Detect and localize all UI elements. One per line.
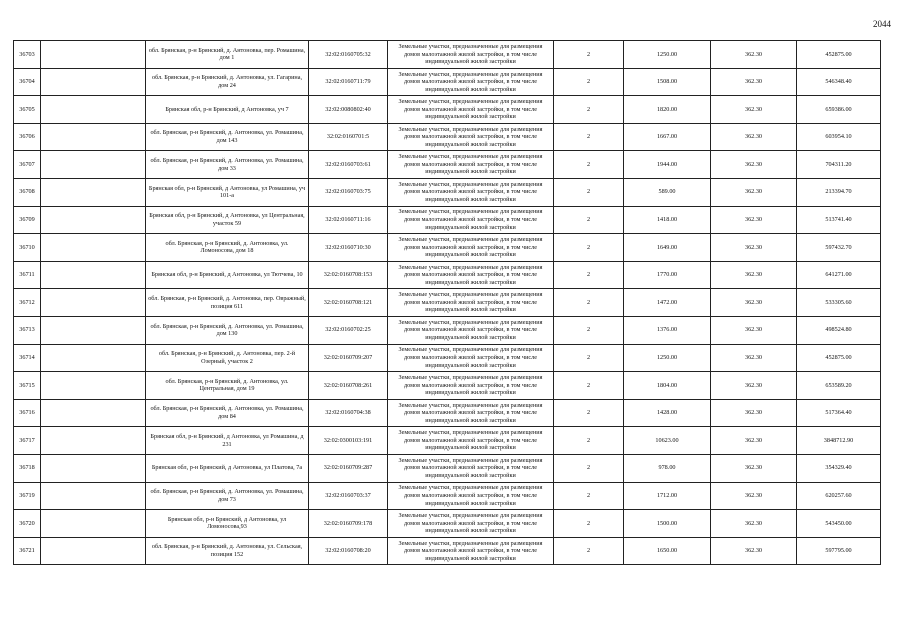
spacer-cell bbox=[41, 316, 146, 344]
cadastral-value-cell: 533305.60 bbox=[797, 289, 881, 317]
group-cell: 2 bbox=[554, 289, 624, 317]
table-row bbox=[14, 123, 881, 151]
group-cell: 2 bbox=[554, 261, 624, 289]
land-use-cell: Земельные участки, предназначенные для размещения домов малоэтажной жилой застройки, в том числе индивидуальной жилой застройки bbox=[388, 178, 554, 206]
table-row bbox=[14, 41, 881, 69]
cadastral-value-cell: 641271.00 bbox=[797, 261, 881, 289]
row-number-cell: 36712 bbox=[14, 289, 41, 317]
area-cell: 1820.00 bbox=[624, 96, 711, 124]
group-cell: 2 bbox=[554, 372, 624, 400]
address-cell: Брянская обл, р-н Брянский, д Антоновка, ул Центральная, участок 59 bbox=[146, 206, 309, 234]
row-number-cell: 36713 bbox=[14, 316, 41, 344]
table-row bbox=[14, 96, 881, 124]
cadastral-value-cell: 354329.40 bbox=[797, 454, 881, 482]
spacer-cell bbox=[41, 41, 146, 69]
land-use-cell: Земельные участки, предназначенные для размещения домов малоэтажной жилой застройки, в том числе индивидуальной жилой застройки bbox=[388, 151, 554, 179]
table-row bbox=[14, 261, 881, 289]
cadastral-number-cell: 32:02:0300103:191 bbox=[309, 427, 388, 455]
spacer-cell bbox=[41, 372, 146, 400]
specific-value-cell: 362.30 bbox=[711, 178, 797, 206]
address-cell: обл. Брянская, р-н Брянский, д. Антоновка, ул. Центральная, дом 19 bbox=[146, 372, 309, 400]
spacer-cell bbox=[41, 537, 146, 565]
address-cell: Брянская обл, р-н Брянский, д Антоновка, ул Ромашина, д 231 bbox=[146, 427, 309, 455]
cadastral-number-cell: 32:02:0160710:30 bbox=[309, 234, 388, 262]
group-cell: 2 bbox=[554, 123, 624, 151]
cadastral-value-cell: 513741.40 bbox=[797, 206, 881, 234]
cadastral-number-cell: 32:02:0160708:261 bbox=[309, 372, 388, 400]
specific-value-cell: 362.30 bbox=[711, 261, 797, 289]
address-cell: обл. Брянская, р-н Брянский, д. Антоновка, ул. Гагарина, дом 24 bbox=[146, 68, 309, 96]
specific-value-cell: 362.30 bbox=[711, 482, 797, 510]
table-row bbox=[14, 427, 881, 455]
cadastral-number-cell: 32:02:0160705:32 bbox=[309, 41, 388, 69]
address-cell: обл. Брянская, р-н Брянский, д. Антоновка, ул. Ромашина, дом 84 bbox=[146, 399, 309, 427]
group-cell: 2 bbox=[554, 510, 624, 538]
area-cell: 1428.00 bbox=[624, 399, 711, 427]
specific-value-cell: 362.30 bbox=[711, 372, 797, 400]
group-cell: 2 bbox=[554, 537, 624, 565]
spacer-cell bbox=[41, 68, 146, 96]
table-row bbox=[14, 178, 881, 206]
group-cell: 2 bbox=[554, 454, 624, 482]
cadastral-number-cell: 32:02:0160708:121 bbox=[309, 289, 388, 317]
land-use-cell: Земельные участки, предназначенные для размещения домов малоэтажной жилой застройки, в том числе индивидуальной жилой застройки bbox=[388, 454, 554, 482]
group-cell: 2 bbox=[554, 41, 624, 69]
cadastral-value-cell: 517364.40 bbox=[797, 399, 881, 427]
cadastral-value-cell: 620257.60 bbox=[797, 482, 881, 510]
land-use-cell: Земельные участки, предназначенные для размещения домов малоэтажной жилой застройки, в том числе индивидуальной жилой застройки bbox=[388, 372, 554, 400]
area-cell: 1472.00 bbox=[624, 289, 711, 317]
spacer-cell bbox=[41, 427, 146, 455]
specific-value-cell: 362.30 bbox=[711, 151, 797, 179]
area-cell: 1667.00 bbox=[624, 123, 711, 151]
spacer-cell bbox=[41, 454, 146, 482]
row-number-cell: 36703 bbox=[14, 41, 41, 69]
area-cell: 589.00 bbox=[624, 178, 711, 206]
land-use-cell: Земельные участки, предназначенные для размещения домов малоэтажной жилой застройки, в том числе индивидуальной жилой застройки bbox=[388, 206, 554, 234]
land-use-cell: Земельные участки, предназначенные для размещения домов малоэтажной жилой застройки, в том числе индивидуальной жилой застройки bbox=[388, 537, 554, 565]
area-cell: 10623.00 bbox=[624, 427, 711, 455]
spacer-cell bbox=[41, 96, 146, 124]
address-cell: обл. Брянская, р-н Брянский, д. Антоновка, пер. Ромашина, дом 1 bbox=[146, 41, 309, 69]
group-cell: 2 bbox=[554, 68, 624, 96]
specific-value-cell: 362.30 bbox=[711, 123, 797, 151]
specific-value-cell: 362.30 bbox=[711, 206, 797, 234]
cadastral-number-cell: 32:02:0160708:20 bbox=[309, 537, 388, 565]
address-cell: Брянская обл, р-н Брянский, д Антоновка, ул Ломоносова,93 bbox=[146, 510, 309, 538]
specific-value-cell: 362.30 bbox=[711, 68, 797, 96]
cadastral-number-cell: 32:02:0160711:79 bbox=[309, 68, 388, 96]
cadastral-value-table bbox=[13, 40, 881, 565]
address-cell: обл. Брянская, р-н Брянский, д. Антоновка, ул. Ромашина, дом 130 bbox=[146, 316, 309, 344]
group-cell: 2 bbox=[554, 427, 624, 455]
spacer-cell bbox=[41, 510, 146, 538]
land-use-cell: Земельные участки, предназначенные для размещения домов малоэтажной жилой застройки, в том числе индивидуальной жилой застройки bbox=[388, 399, 554, 427]
cadastral-number-cell: 32:02:0160711:16 bbox=[309, 206, 388, 234]
row-number-cell: 36718 bbox=[14, 454, 41, 482]
row-number-cell: 36710 bbox=[14, 234, 41, 262]
row-number-cell: 36714 bbox=[14, 344, 41, 372]
area-cell: 1804.00 bbox=[624, 372, 711, 400]
cadastral-number-cell: 32:02:0160708:153 bbox=[309, 261, 388, 289]
address-cell: Брянская обл, р-н Брянский, д Антоновка, ул Тютчева, 10 bbox=[146, 261, 309, 289]
specific-value-cell: 362.30 bbox=[711, 537, 797, 565]
land-use-cell: Земельные участки, предназначенные для размещения домов малоэтажной жилой застройки, в том числе индивидуальной жилой застройки bbox=[388, 344, 554, 372]
address-cell: обл. Брянская, р-н Брянский, д. Антоновка, ул. Сельская, позиция 152 bbox=[146, 537, 309, 565]
land-use-cell: Земельные участки, предназначенные для размещения домов малоэтажной жилой застройки, в том числе индивидуальной жилой застройки bbox=[388, 68, 554, 96]
cadastral-number-cell: 32:02:0160709:287 bbox=[309, 454, 388, 482]
group-cell: 2 bbox=[554, 96, 624, 124]
table-row bbox=[14, 482, 881, 510]
specific-value-cell: 362.30 bbox=[711, 454, 797, 482]
area-cell: 1649.00 bbox=[624, 234, 711, 262]
area-cell: 1770.00 bbox=[624, 261, 711, 289]
row-number-cell: 36711 bbox=[14, 261, 41, 289]
address-cell: Брянская обл, р-н Брянский, д Антоновка, уч 7 bbox=[146, 96, 309, 124]
specific-value-cell: 362.30 bbox=[711, 234, 797, 262]
table-row bbox=[14, 372, 881, 400]
row-number-cell: 36719 bbox=[14, 482, 41, 510]
table-row bbox=[14, 399, 881, 427]
land-use-cell: Земельные участки, предназначенные для размещения домов малоэтажной жилой застройки, в том числе индивидуальной жилой застройки bbox=[388, 482, 554, 510]
area-cell: 1250.00 bbox=[624, 344, 711, 372]
table-row bbox=[14, 344, 881, 372]
area-cell: 978.00 bbox=[624, 454, 711, 482]
spacer-cell bbox=[41, 234, 146, 262]
area-cell: 1376.00 bbox=[624, 316, 711, 344]
row-number-cell: 36709 bbox=[14, 206, 41, 234]
address-cell: обл. Брянская, р-н Брянский, д. Антоновка, ул. Ромашина, дом 33 bbox=[146, 151, 309, 179]
specific-value-cell: 362.30 bbox=[711, 96, 797, 124]
row-number-cell: 36721 bbox=[14, 537, 41, 565]
table-body bbox=[14, 41, 881, 565]
table-row bbox=[14, 454, 881, 482]
group-cell: 2 bbox=[554, 482, 624, 510]
land-use-cell: Земельные участки, предназначенные для размещения домов малоэтажной жилой застройки, в том числе индивидуальной жилой застройки bbox=[388, 96, 554, 124]
row-number-cell: 36720 bbox=[14, 510, 41, 538]
spacer-cell bbox=[41, 123, 146, 151]
row-number-cell: 36707 bbox=[14, 151, 41, 179]
table-row bbox=[14, 289, 881, 317]
land-use-cell: Земельные участки, предназначенные для размещения домов малоэтажной жилой застройки, в том числе индивидуальной жилой застройки bbox=[388, 427, 554, 455]
land-use-cell: Земельные участки, предназначенные для размещения домов малоэтажной жилой застройки, в том числе индивидуальной жилой застройки bbox=[388, 289, 554, 317]
row-number-cell: 36716 bbox=[14, 399, 41, 427]
area-cell: 1418.00 bbox=[624, 206, 711, 234]
specific-value-cell: 362.30 bbox=[711, 289, 797, 317]
specific-value-cell: 362.30 bbox=[711, 427, 797, 455]
table-row bbox=[14, 537, 881, 565]
table-row bbox=[14, 510, 881, 538]
cadastral-value-cell: 704311.20 bbox=[797, 151, 881, 179]
cadastral-value-cell: 546348.40 bbox=[797, 68, 881, 96]
address-cell: Брянская обл, р-н Брянский, д Антоновка, ул Ромашина, уч 101-а bbox=[146, 178, 309, 206]
address-cell: обл. Брянская, р-н Брянский, д. Антоновка, ул. Ромашина, дом 73 bbox=[146, 482, 309, 510]
cadastral-number-cell: 32:02:0160701:5 bbox=[309, 123, 388, 151]
specific-value-cell: 362.30 bbox=[711, 41, 797, 69]
cadastral-value-cell: 498524.80 bbox=[797, 316, 881, 344]
cadastral-value-cell: 597795.00 bbox=[797, 537, 881, 565]
cadastral-number-cell: 32:02:0160709:178 bbox=[309, 510, 388, 538]
address-cell: обл. Брянская, р-н Брянский, д. Антоновка, ул. Ромашина, дом 143 bbox=[146, 123, 309, 151]
row-number-cell: 36708 bbox=[14, 178, 41, 206]
spacer-cell bbox=[41, 261, 146, 289]
cadastral-value-cell: 213394.70 bbox=[797, 178, 881, 206]
cadastral-number-cell: 32:02:0080802:40 bbox=[309, 96, 388, 124]
group-cell: 2 bbox=[554, 178, 624, 206]
land-use-cell: Земельные участки, предназначенные для размещения домов малоэтажной жилой застройки, в том числе индивидуальной жилой застройки bbox=[388, 510, 554, 538]
spacer-cell bbox=[41, 399, 146, 427]
table-row bbox=[14, 68, 881, 96]
cadastral-value-cell: 597432.70 bbox=[797, 234, 881, 262]
cadastral-number-cell: 32:02:0160702:25 bbox=[309, 316, 388, 344]
spacer-cell bbox=[41, 178, 146, 206]
area-cell: 1500.00 bbox=[624, 510, 711, 538]
table-row bbox=[14, 151, 881, 179]
group-cell: 2 bbox=[554, 344, 624, 372]
cadastral-value-cell: 452875.00 bbox=[797, 344, 881, 372]
land-use-cell: Земельные участки, предназначенные для размещения домов малоэтажной жилой застройки, в том числе индивидуальной жилой застройки bbox=[388, 234, 554, 262]
spacer-cell bbox=[41, 151, 146, 179]
table-row bbox=[14, 234, 881, 262]
address-cell: Брянская обл, р-н Брянский, д Антоновка, ул Платова, 7а bbox=[146, 454, 309, 482]
row-number-cell: 36704 bbox=[14, 68, 41, 96]
address-cell: обл. Брянская, р-н Брянский, д. Антоновка, пер. Овражный, позиция 611 bbox=[146, 289, 309, 317]
row-number-cell: 36717 bbox=[14, 427, 41, 455]
land-use-cell: Земельные участки, предназначенные для размещения домов малоэтажной жилой застройки, в том числе индивидуальной жилой застройки bbox=[388, 123, 554, 151]
cadastral-value-cell: 603954.10 bbox=[797, 123, 881, 151]
row-number-cell: 36706 bbox=[14, 123, 41, 151]
land-use-cell: Земельные участки, предназначенные для размещения домов малоэтажной жилой застройки, в том числе индивидуальной жилой застройки bbox=[388, 41, 554, 69]
land-use-cell: Земельные участки, предназначенные для размещения домов малоэтажной жилой застройки, в том числе индивидуальной жилой застройки bbox=[388, 316, 554, 344]
specific-value-cell: 362.30 bbox=[711, 510, 797, 538]
spacer-cell bbox=[41, 344, 146, 372]
cadastral-number-cell: 32:02:0160703:75 bbox=[309, 178, 388, 206]
group-cell: 2 bbox=[554, 234, 624, 262]
table-row bbox=[14, 316, 881, 344]
group-cell: 2 bbox=[554, 316, 624, 344]
group-cell: 2 bbox=[554, 399, 624, 427]
row-number-cell: 36705 bbox=[14, 96, 41, 124]
spacer-cell bbox=[41, 206, 146, 234]
cadastral-value-cell: 653589.20 bbox=[797, 372, 881, 400]
cadastral-number-cell: 32:02:0160703:61 bbox=[309, 151, 388, 179]
area-cell: 1508.00 bbox=[624, 68, 711, 96]
page-number: 2044 bbox=[873, 19, 891, 29]
group-cell: 2 bbox=[554, 151, 624, 179]
area-cell: 1712.00 bbox=[624, 482, 711, 510]
spacer-cell bbox=[41, 289, 146, 317]
area-cell: 1944.00 bbox=[624, 151, 711, 179]
cadastral-number-cell: 32:02:0160703:37 bbox=[309, 482, 388, 510]
specific-value-cell: 362.30 bbox=[711, 399, 797, 427]
address-cell: обл. Брянская, р-н Брянский, д. Антоновка, пер. 2-й Озерный, участок 2 bbox=[146, 344, 309, 372]
area-cell: 1250.00 bbox=[624, 41, 711, 69]
table-row bbox=[14, 206, 881, 234]
cadastral-value-cell: 3848712.90 bbox=[797, 427, 881, 455]
cadastral-number-cell: 32:02:0160709:207 bbox=[309, 344, 388, 372]
spacer-cell bbox=[41, 482, 146, 510]
address-cell: обл. Брянская, р-н Брянский, д. Антоновка, ул. Ломоносова, дом 18 bbox=[146, 234, 309, 262]
land-use-cell: Земельные участки, предназначенные для размещения домов малоэтажной жилой застройки, в том числе индивидуальной жилой застройки bbox=[388, 261, 554, 289]
group-cell: 2 bbox=[554, 206, 624, 234]
specific-value-cell: 362.30 bbox=[711, 344, 797, 372]
area-cell: 1650.00 bbox=[624, 537, 711, 565]
cadastral-value-cell: 659386.00 bbox=[797, 96, 881, 124]
cadastral-value-cell: 543450.00 bbox=[797, 510, 881, 538]
row-number-cell: 36715 bbox=[14, 372, 41, 400]
specific-value-cell: 362.30 bbox=[711, 316, 797, 344]
cadastral-number-cell: 32:02:0160704:38 bbox=[309, 399, 388, 427]
cadastral-value-cell: 452875.00 bbox=[797, 41, 881, 69]
